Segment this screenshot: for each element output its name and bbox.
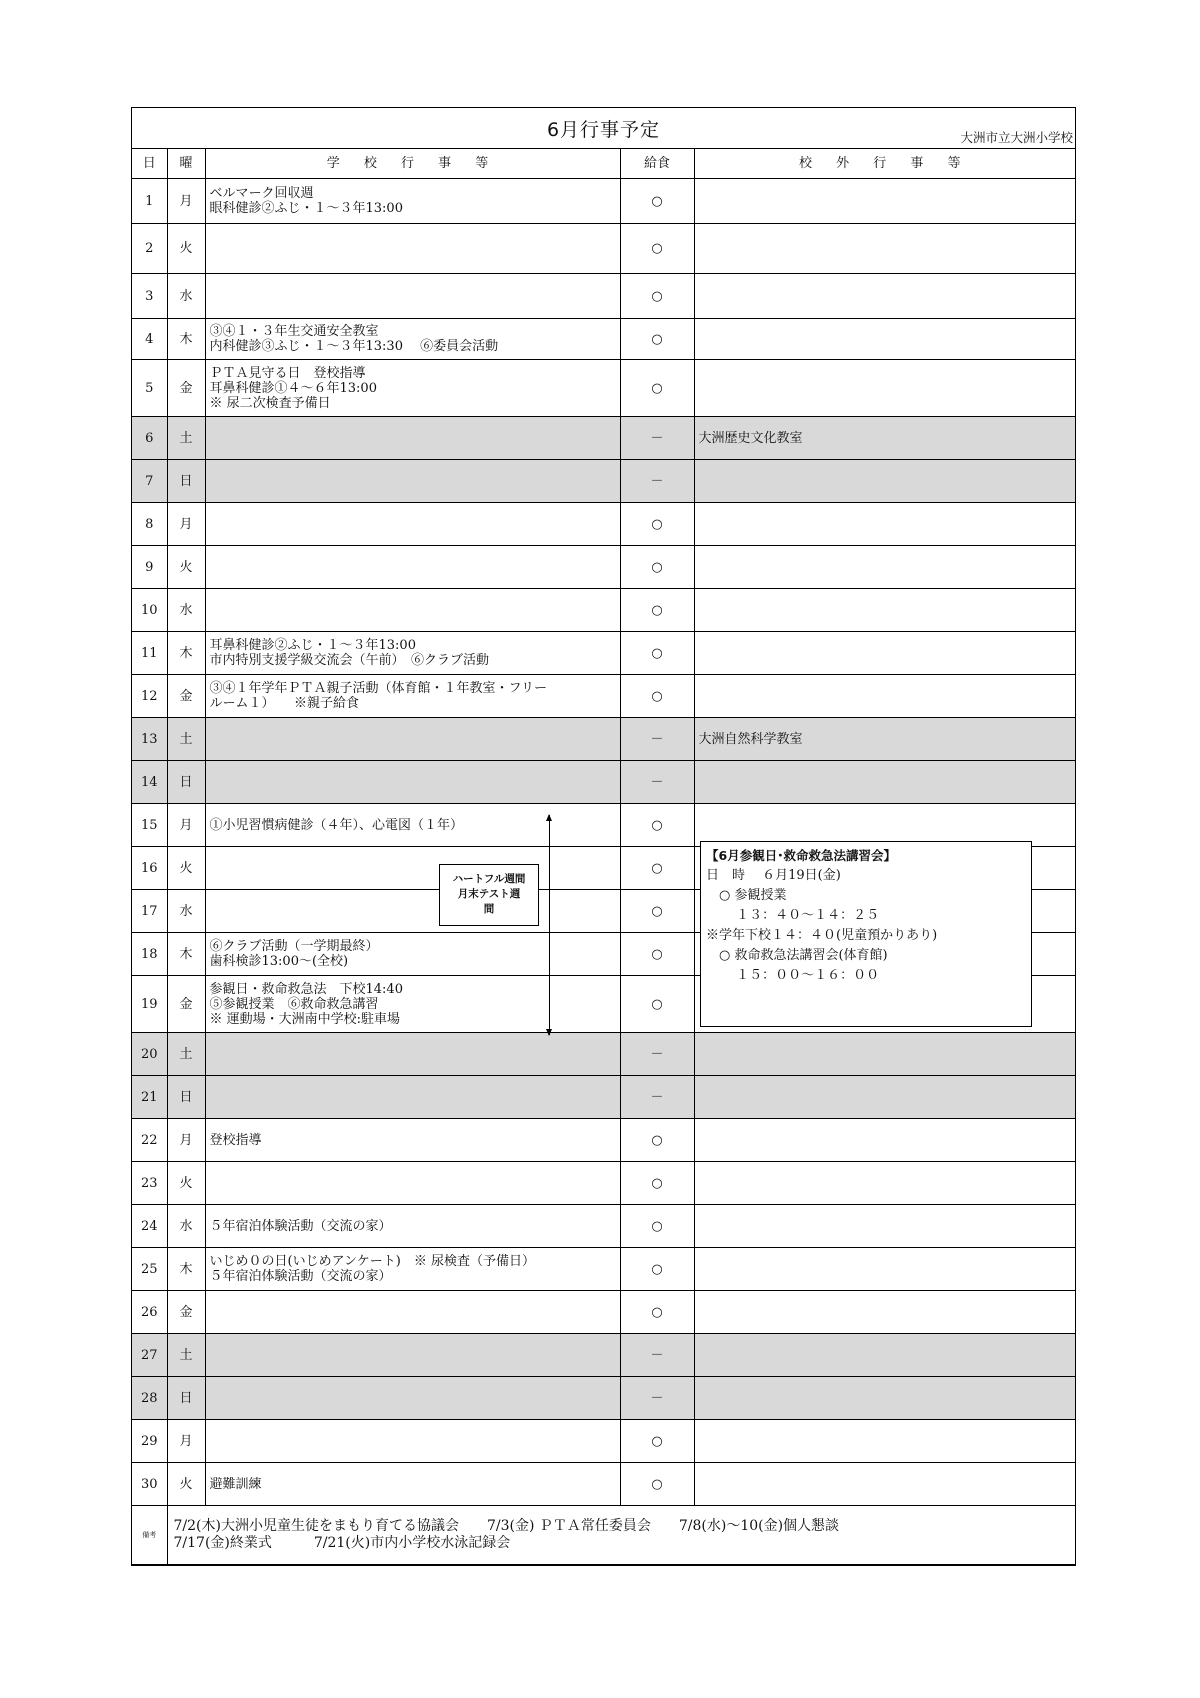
weekday-cell: 火 bbox=[167, 1463, 205, 1506]
heartful-line: 間 bbox=[483, 903, 495, 915]
school-events-cell bbox=[205, 224, 620, 274]
school-events-cell bbox=[205, 976, 620, 1033]
schedule-row bbox=[132, 224, 1075, 274]
day-cell: 9 bbox=[132, 546, 167, 589]
school-events-cell bbox=[205, 933, 620, 976]
school-events-cell bbox=[205, 890, 620, 933]
week-span-arrow bbox=[549, 815, 550, 1035]
school-events-cell bbox=[205, 1076, 620, 1119]
school-events-cell bbox=[205, 804, 620, 847]
school-events-cell bbox=[205, 360, 620, 417]
lunch-cell: － bbox=[620, 460, 694, 503]
outside-events-cell bbox=[694, 1420, 1075, 1463]
school-events-cell bbox=[205, 675, 620, 718]
outside-events-cell bbox=[694, 274, 1075, 319]
school-event-line: ⑥クラブ活動（一学期最終） bbox=[209, 939, 379, 954]
outside-events-cell bbox=[694, 675, 1075, 718]
lunch-cell: ○ bbox=[620, 933, 694, 976]
school-events-cell bbox=[205, 1334, 620, 1377]
outside-events-cell bbox=[694, 224, 1075, 274]
notes-line: 7/2(木)大洲小児童生徒をまもり育てる協議会 7/3(金) ＰＴＡ常任委員会 7/8(水)～10(金)個人懇談 bbox=[173, 1518, 840, 1534]
day-cell: 8 bbox=[132, 503, 167, 546]
day-cell: 30 bbox=[132, 1463, 167, 1506]
weekday-cell: 水 bbox=[167, 890, 205, 933]
schedule-row bbox=[132, 1334, 1075, 1377]
schedule-row bbox=[132, 718, 1075, 761]
outside-events-cell bbox=[694, 360, 1075, 417]
day-cell: 13 bbox=[132, 718, 167, 761]
school-events-cell bbox=[205, 179, 620, 224]
weekday-cell: 土 bbox=[167, 417, 205, 460]
school-events-cell bbox=[205, 503, 620, 546]
school-events-cell bbox=[205, 1119, 620, 1162]
col-weekday-header: 曜 bbox=[167, 149, 205, 179]
school-events-cell bbox=[205, 417, 620, 460]
schedule-row bbox=[132, 179, 1075, 224]
weekday-cell: 金 bbox=[167, 976, 205, 1033]
schedule-row bbox=[132, 1205, 1075, 1248]
outside-events-cell bbox=[694, 1291, 1075, 1334]
school-event-line: ※ 運動場・大洲南中学校:駐車場 bbox=[209, 1011, 401, 1027]
day-cell: 18 bbox=[132, 933, 167, 976]
lunch-cell: ○ bbox=[620, 804, 694, 847]
lunch-cell: ○ bbox=[620, 360, 694, 417]
schedule-row bbox=[132, 1377, 1075, 1420]
schedule-row bbox=[132, 1248, 1075, 1291]
outside-events-cell bbox=[694, 546, 1075, 589]
school-event-line: ⑤参観授業 ⑥救命救急講習 bbox=[209, 996, 379, 1012]
outside-events-cell bbox=[694, 179, 1075, 224]
day-cell: 19 bbox=[132, 976, 167, 1033]
day-cell: 24 bbox=[132, 1205, 167, 1248]
weekday-cell: 土 bbox=[167, 1033, 205, 1076]
school-events-cell bbox=[205, 1033, 620, 1076]
school-event-line: ③④１・３年生交通安全教室 bbox=[209, 324, 379, 339]
lunch-cell: ○ bbox=[620, 1162, 694, 1205]
day-cell: 2 bbox=[132, 224, 167, 274]
info-line: 日 時 ６月19日(金) bbox=[706, 868, 841, 883]
lunch-cell: ○ bbox=[620, 546, 694, 589]
heartful-line: ハートフル週間 bbox=[452, 873, 526, 885]
lunch-cell: － bbox=[620, 1076, 694, 1119]
lunch-cell: ○ bbox=[620, 1248, 694, 1291]
schedule-row bbox=[132, 1076, 1075, 1119]
weekday-cell: 火 bbox=[167, 847, 205, 890]
lunch-cell: － bbox=[620, 417, 694, 460]
schedule-row bbox=[132, 675, 1075, 718]
day-cell: 12 bbox=[132, 675, 167, 718]
school-events-cell bbox=[205, 546, 620, 589]
lunch-cell: － bbox=[620, 1033, 694, 1076]
school-events-cell bbox=[205, 319, 620, 360]
outside-events-cell: 大洲自然科学教室 bbox=[694, 718, 1075, 761]
day-cell: 16 bbox=[132, 847, 167, 890]
day-cell: 22 bbox=[132, 1119, 167, 1162]
day-cell: 1 bbox=[132, 179, 167, 224]
schedule-row bbox=[132, 360, 1075, 417]
school-events-cell bbox=[205, 1463, 620, 1506]
day-cell: 10 bbox=[132, 589, 167, 632]
day-cell: 21 bbox=[132, 1076, 167, 1119]
day-cell: 27 bbox=[132, 1334, 167, 1377]
schedule-row bbox=[132, 1119, 1075, 1162]
school-name: 大洲市立大洲小学校 bbox=[960, 130, 1073, 145]
weekday-cell: 火 bbox=[167, 1162, 205, 1205]
day-cell: 5 bbox=[132, 360, 167, 417]
lunch-cell: ○ bbox=[620, 847, 694, 890]
day-cell: 17 bbox=[132, 890, 167, 933]
school-events-cell bbox=[205, 1291, 620, 1334]
lunch-cell: ○ bbox=[620, 179, 694, 224]
title-row bbox=[132, 108, 1075, 149]
weekday-cell: 火 bbox=[167, 224, 205, 274]
school-events-cell bbox=[205, 1205, 620, 1248]
school-event-line: ベルマーク回収週 bbox=[209, 186, 314, 201]
lunch-cell: ○ bbox=[620, 1205, 694, 1248]
weekday-cell: 金 bbox=[167, 1291, 205, 1334]
weekday-cell: 月 bbox=[167, 804, 205, 847]
lunch-cell: ○ bbox=[620, 1463, 694, 1506]
school-event-line: ５年宿泊体験活動（交流の家） bbox=[209, 1269, 392, 1284]
school-event-line: 歯科検診13:00～(全校) bbox=[209, 954, 349, 969]
info-line: ※学年下校１４：４０(児童預かりあり) bbox=[706, 928, 938, 943]
school-event-line: 内科健診③ふじ・１～３年13:30 ⑥委員会活動 bbox=[209, 339, 499, 354]
day-cell: 29 bbox=[132, 1420, 167, 1463]
heartful-line: 月末テスト週 bbox=[457, 888, 521, 900]
outside-events-cell bbox=[694, 460, 1075, 503]
outside-events-cell bbox=[694, 1033, 1075, 1076]
school-events-cell bbox=[205, 718, 620, 761]
day-cell: 11 bbox=[132, 632, 167, 675]
school-event-line: ＰＴＡ見守る日 登校指導 bbox=[209, 365, 366, 381]
outside-events-cell bbox=[694, 319, 1075, 360]
day-cell: 14 bbox=[132, 761, 167, 804]
outside-events-cell bbox=[694, 503, 1075, 546]
lunch-cell: ○ bbox=[620, 976, 694, 1033]
school-events-cell bbox=[205, 1248, 620, 1291]
notes-row bbox=[132, 1506, 1075, 1565]
header-row bbox=[132, 149, 1075, 179]
outside-events-cell bbox=[694, 1377, 1075, 1420]
info-line: ○ 参観授業 bbox=[706, 888, 787, 903]
weekday-cell: 土 bbox=[167, 1334, 205, 1377]
lunch-cell: ○ bbox=[620, 632, 694, 675]
lunch-cell: ○ bbox=[620, 1119, 694, 1162]
schedule-row bbox=[132, 503, 1075, 546]
school-events-cell bbox=[205, 1162, 620, 1205]
weekday-cell: 水 bbox=[167, 589, 205, 632]
weekday-cell: 火 bbox=[167, 546, 205, 589]
school-events-cell bbox=[205, 847, 620, 890]
weekday-cell: 水 bbox=[167, 274, 205, 319]
schedule-row bbox=[132, 1463, 1075, 1506]
schedule-row bbox=[132, 1033, 1075, 1076]
weekday-cell: 日 bbox=[167, 1377, 205, 1420]
weekday-cell: 金 bbox=[167, 360, 205, 417]
schedule-row bbox=[132, 546, 1075, 589]
outside-events-cell bbox=[694, 1334, 1075, 1377]
outside-events-cell bbox=[694, 1162, 1075, 1205]
schedule-row bbox=[132, 274, 1075, 319]
day-cell: 7 bbox=[132, 460, 167, 503]
schedule-row bbox=[132, 761, 1075, 804]
outside-events-cell bbox=[694, 1463, 1075, 1506]
col-outside-events-header: 校 外 行 事 等 bbox=[694, 149, 1075, 179]
day-cell: 15 bbox=[132, 804, 167, 847]
weekday-cell: 月 bbox=[167, 1119, 205, 1162]
info-line: １５：００～１６：００ bbox=[706, 968, 880, 983]
lunch-cell: － bbox=[620, 718, 694, 761]
school-event-line: 登校指導 bbox=[209, 1132, 262, 1148]
weekday-cell: 木 bbox=[167, 319, 205, 360]
school-events-cell bbox=[205, 1420, 620, 1463]
day-cell: 20 bbox=[132, 1033, 167, 1076]
school-event-line: ①小児習慣病健診（４年）、心電図（１年） bbox=[209, 817, 464, 833]
weekday-cell: 水 bbox=[167, 1205, 205, 1248]
info-line: ○ 救命救急法講習会(体育館) bbox=[706, 948, 888, 963]
day-cell: 28 bbox=[132, 1377, 167, 1420]
lunch-cell: ○ bbox=[620, 675, 694, 718]
weekday-cell: 木 bbox=[167, 933, 205, 976]
weekday-cell: 月 bbox=[167, 1420, 205, 1463]
school-events-cell bbox=[205, 274, 620, 319]
day-cell: 3 bbox=[132, 274, 167, 319]
outside-events-cell bbox=[694, 761, 1075, 804]
weekday-cell: 木 bbox=[167, 632, 205, 675]
open-day-info-box bbox=[700, 841, 1032, 1027]
school-event-line: 耳鼻科健診②ふじ・１～３年13:00 bbox=[209, 638, 416, 653]
day-cell: 25 bbox=[132, 1248, 167, 1291]
lunch-cell: ○ bbox=[620, 224, 694, 274]
weekday-cell: 金 bbox=[167, 675, 205, 718]
lunch-cell: － bbox=[620, 761, 694, 804]
heartful-week-box bbox=[439, 864, 539, 926]
weekday-cell: 土 bbox=[167, 718, 205, 761]
day-cell: 6 bbox=[132, 417, 167, 460]
info-box-title: 【6月参観日･救命救急法講習会】 bbox=[706, 848, 896, 863]
outside-events-cell bbox=[694, 632, 1075, 675]
school-event-line: 参観日・救命救急法 下校14:40 bbox=[209, 981, 403, 997]
info-line: １３：４０～１４：２５ bbox=[706, 908, 880, 923]
day-cell: 4 bbox=[132, 319, 167, 360]
outside-events-cell bbox=[694, 589, 1075, 632]
school-event-line: 眼科健診②ふじ・１～３年13:00 bbox=[209, 201, 403, 216]
lunch-cell: ○ bbox=[620, 890, 694, 933]
schedule-row bbox=[132, 417, 1075, 460]
outside-events-cell bbox=[694, 1205, 1075, 1248]
schedule-row bbox=[132, 319, 1075, 360]
school-event-line: ③④１年学年ＰＴＡ親子活動（体育館・１年教室・フリー bbox=[209, 681, 547, 696]
outside-events-cell bbox=[694, 1119, 1075, 1162]
day-cell: 26 bbox=[132, 1291, 167, 1334]
weekday-cell: 日 bbox=[167, 460, 205, 503]
school-event-line: ※ 尿二次検査予備日 bbox=[209, 395, 331, 411]
weekday-cell: 木 bbox=[167, 1248, 205, 1291]
schedule-row bbox=[132, 1291, 1075, 1334]
day-cell: 23 bbox=[132, 1162, 167, 1205]
school-events-cell bbox=[205, 761, 620, 804]
weekday-cell: 日 bbox=[167, 1076, 205, 1119]
schedule-row bbox=[132, 589, 1075, 632]
schedule-row bbox=[132, 460, 1075, 503]
school-event-line: ルーム１） ※親子給食 bbox=[209, 696, 360, 711]
lunch-cell: ○ bbox=[620, 589, 694, 632]
school-events-cell bbox=[205, 1377, 620, 1420]
col-lunch-header: 給食 bbox=[620, 149, 694, 179]
schedule-row bbox=[132, 1162, 1075, 1205]
school-events-cell bbox=[205, 589, 620, 632]
school-events-cell bbox=[205, 632, 620, 675]
school-event-line: 市内特別支援学級交流会（午前） ⑥クラブ活動 bbox=[209, 653, 490, 668]
weekday-cell: 日 bbox=[167, 761, 205, 804]
lunch-cell: ○ bbox=[620, 274, 694, 319]
school-event-line: 避難訓練 bbox=[209, 1476, 262, 1492]
weekday-cell: 月 bbox=[167, 179, 205, 224]
notes-line: 7/17(金)終業式 7/21(火)市内小学校水泳記録会 bbox=[173, 1535, 511, 1551]
lunch-cell: － bbox=[620, 1334, 694, 1377]
schedule-sheet bbox=[131, 107, 1076, 1566]
notes-text bbox=[167, 1506, 1075, 1565]
lunch-cell: ○ bbox=[620, 1420, 694, 1463]
school-event-line: いじめ０の日(いじめアンケート) ※ 尿検査（予備日） bbox=[209, 1254, 535, 1269]
school-events-cell bbox=[205, 460, 620, 503]
outside-events-cell: 大洲歴史文化教室 bbox=[694, 417, 1075, 460]
lunch-cell: ○ bbox=[620, 319, 694, 360]
lunch-cell: ○ bbox=[620, 1291, 694, 1334]
outside-events-cell bbox=[694, 1248, 1075, 1291]
weekday-cell: 月 bbox=[167, 503, 205, 546]
notes-label: 備考 bbox=[132, 1506, 167, 1565]
school-event-line: ５年宿泊体験活動（交流の家） bbox=[209, 1218, 392, 1234]
schedule-row bbox=[132, 632, 1075, 675]
page-title: 6月行事予定 bbox=[546, 119, 661, 141]
schedule-row bbox=[132, 1420, 1075, 1463]
lunch-cell: ○ bbox=[620, 503, 694, 546]
school-event-line: 耳鼻科健診①４～６年13:00 bbox=[209, 380, 377, 396]
col-day-header: 日 bbox=[132, 149, 167, 179]
outside-events-cell bbox=[694, 1076, 1075, 1119]
lunch-cell: － bbox=[620, 1377, 694, 1420]
col-school-events-header: 学 校 行 事 等 bbox=[205, 149, 620, 179]
